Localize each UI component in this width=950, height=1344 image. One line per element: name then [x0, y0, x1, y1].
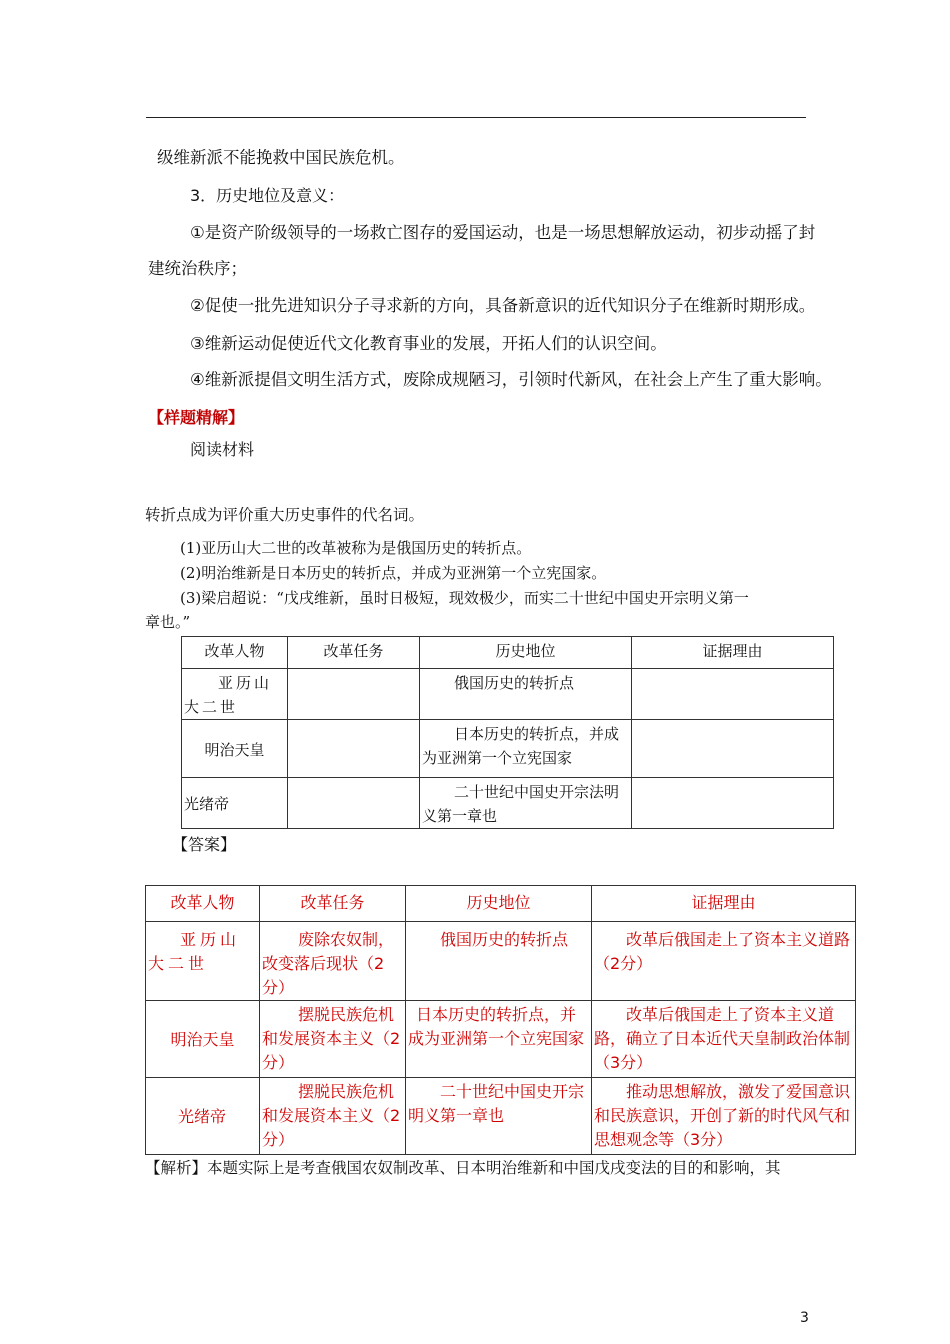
cell-reason [632, 669, 834, 720]
cell-reason: 推动思想解放，激发了爱国意识和民族意识，开创了新的时代风气和思想观念等（3分） [592, 1078, 856, 1155]
cell-person: 亚历山大二世 [146, 922, 260, 1001]
material-point-2: (2)明治维新是日本历史的转折点，并成为亚洲第一个立宪国家。 [180, 564, 607, 582]
significance-item-3: ③维新运动促使近代文化教育事业的发展，开拓人们的认识空间。 [190, 334, 667, 353]
cell-task: 废除农奴制，改变落后现状（2分） [260, 922, 406, 1001]
cell-task [288, 669, 420, 720]
cell-status: 二十世纪中国史开宗法明义第一章也 [420, 778, 632, 829]
significance-item-1: ①是资产阶级领导的一场救亡图存的爱国运动，也是一场思想解放运动，初步动摇了封 [190, 223, 816, 242]
cell-reason [632, 778, 834, 829]
header-status: 历史地位 [420, 637, 632, 669]
table-row [182, 778, 834, 829]
cell-task [288, 720, 420, 778]
table-row [182, 669, 834, 720]
cell-person: 亚历山大二世 [182, 669, 288, 720]
cell-task: 摆脱民族危机和发展资本主义（2分） [260, 1001, 406, 1078]
cell-status: 俄国历史的转折点 [406, 922, 592, 1001]
table-row [146, 1001, 856, 1078]
answer-table [145, 885, 856, 1155]
cell-task: 摆脱民族危机和发展资本主义（2分） [260, 1078, 406, 1155]
header-rule [146, 117, 806, 118]
section-heading: 3．历史地位及意义： [190, 186, 345, 205]
significance-item-4: ④维新派提倡文明生活方式，废除成规陋习，引领时代新风，在社会上产生了重大影响。 [190, 370, 832, 389]
answer-label: 【答案】 [172, 835, 237, 854]
cell-reason [632, 720, 834, 778]
table-header-row [146, 886, 856, 922]
table-header-row [182, 637, 834, 669]
cell-status: 日本历史的转折点，并成为亚洲第一个立宪国家 [420, 720, 632, 778]
significance-item-2: ②促使一批先进知识分子寻求新的方向，具备新意识的近代知识分子在维新时期形成。 [190, 296, 816, 315]
material-point-3-cont: 章也。” [145, 613, 191, 631]
header-task: 改革任务 [288, 637, 420, 669]
header-reason: 证据理由 [632, 637, 834, 669]
table-row [146, 1078, 856, 1155]
material-point-1: (1)亚历山大二世的改革被称为是俄国历史的转折点。 [180, 539, 532, 557]
cell-person: 光绪帝 [182, 778, 288, 829]
header-person: 改革人物 [182, 637, 288, 669]
cell-status: 二十世纪中国史开宗明义第一章也 [406, 1078, 592, 1155]
cell-reason: 改革后俄国走上了资本主义道路（2分） [592, 922, 856, 1001]
cell-status: 日本历史的转折点，并成为亚洲第一个立宪国家 [406, 1001, 592, 1078]
header-person: 改革人物 [146, 886, 260, 922]
header-status: 历史地位 [406, 886, 592, 922]
cell-person: 明治天皇 [182, 720, 288, 778]
text-line-1: 级维新派不能挽救中国民族危机。 [157, 148, 405, 167]
material-point-3: (3)梁启超说：“戊戌维新，虽时日极短，现效极少，而实二十世纪中国史开宗明义第一 [180, 589, 749, 607]
cell-reason: 改革后俄国走上了资本主义道路，确立了日本近代天皇制政治体制（3分） [592, 1001, 856, 1078]
table-row [182, 720, 834, 778]
header-task: 改革任务 [260, 886, 406, 922]
cell-task [288, 778, 420, 829]
read-label: 阅读材料 [190, 440, 255, 459]
page-number: 3 [800, 1310, 809, 1326]
question-table [181, 636, 834, 829]
sample-title: 【样题精解】 [148, 408, 245, 427]
cell-person: 明治天皇 [146, 1001, 260, 1078]
material-intro: 转折点成为评价重大历史事件的代名词。 [145, 506, 425, 524]
cell-person: 光绪帝 [146, 1078, 260, 1155]
significance-item-1-cont: 建统治秩序； [148, 259, 247, 278]
cell-status: 俄国历史的转折点 [420, 669, 632, 720]
analysis-text: 【解析】本题实际上是考查俄国农奴制改革、日本明治维新和中国戊戌变法的目的和影响，其 [145, 1159, 781, 1177]
header-reason: 证据理由 [592, 886, 856, 922]
table-row [146, 922, 856, 1001]
